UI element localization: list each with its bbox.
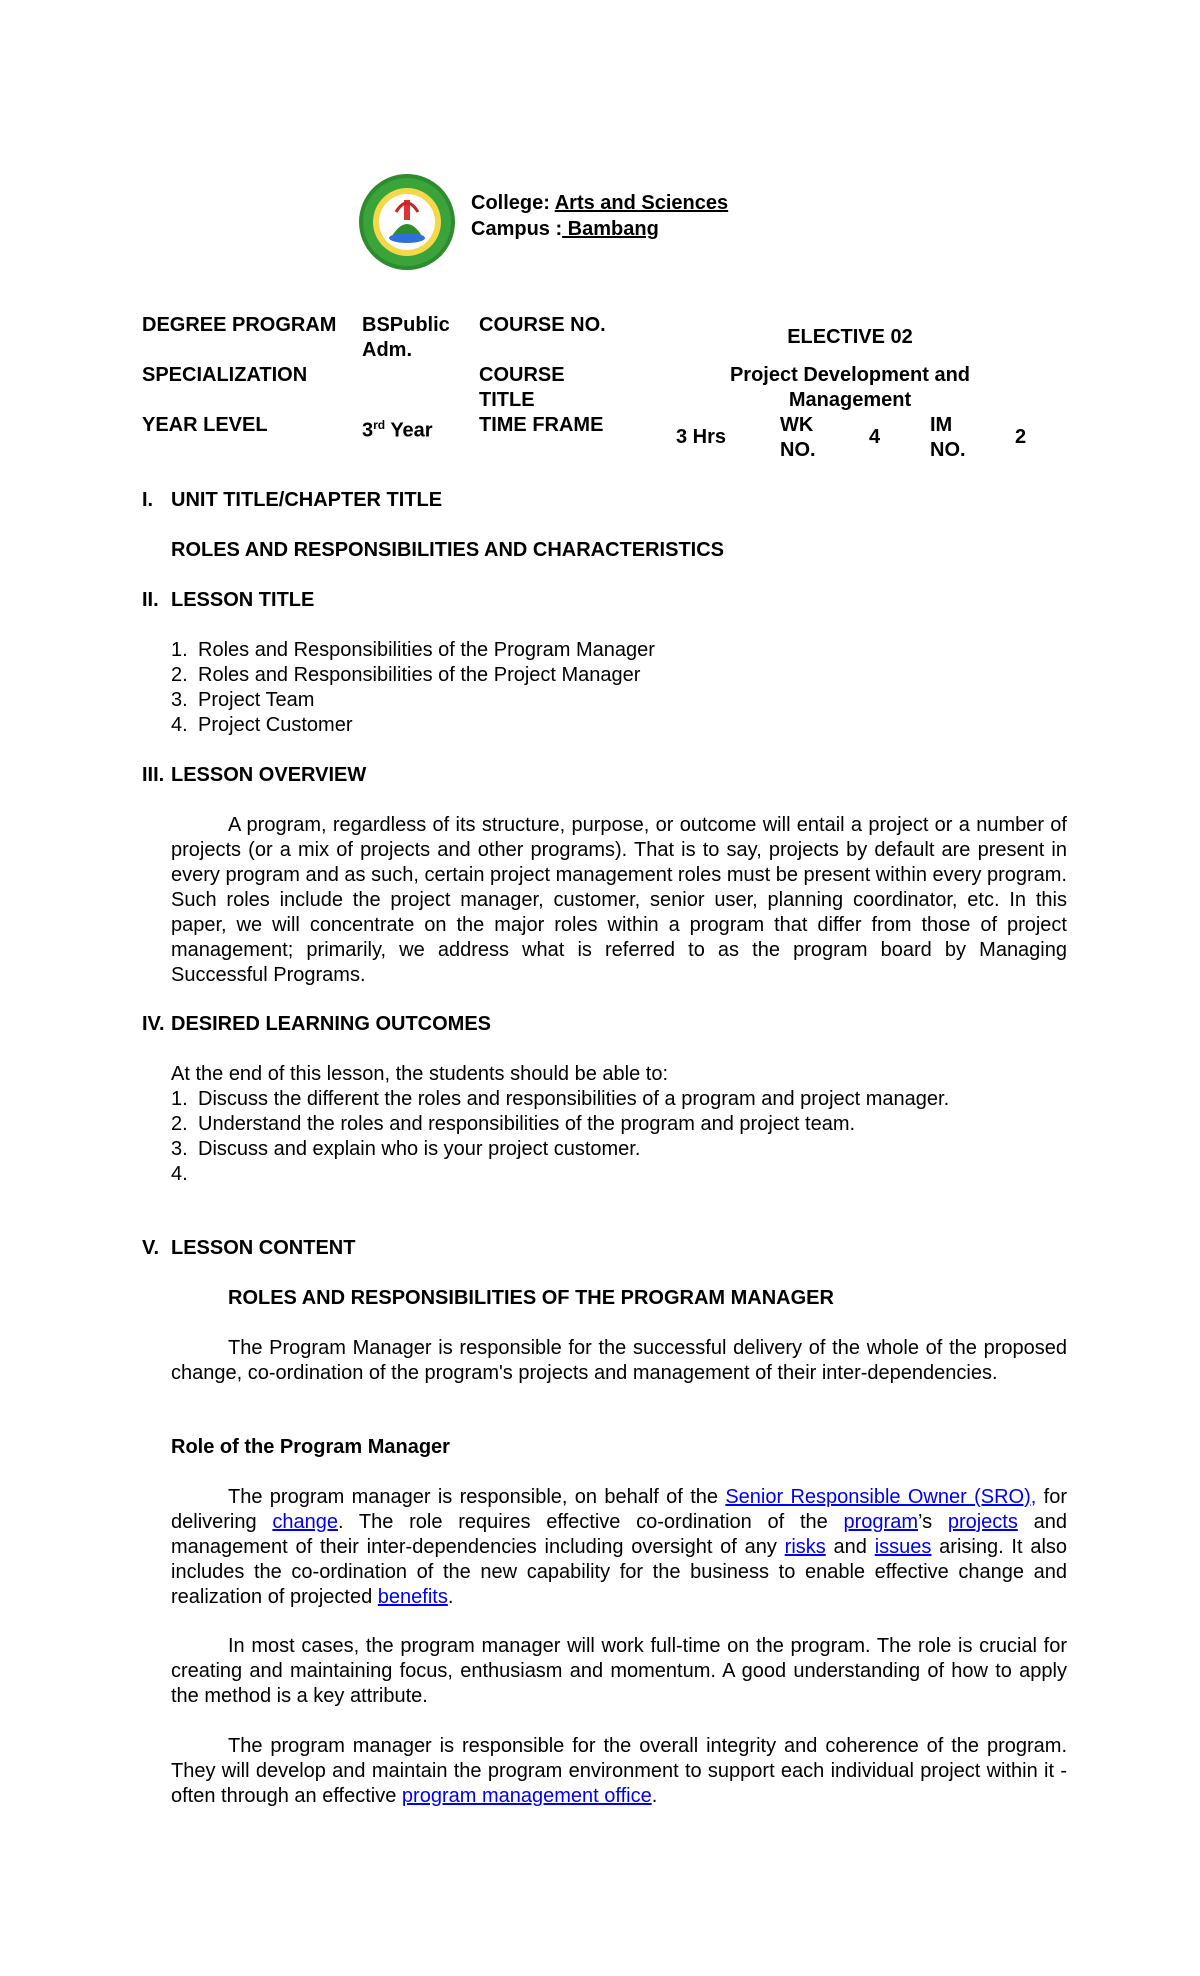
- college-label: College:: [471, 192, 550, 214]
- college-line: [471, 192, 728, 215]
- course-title-label: COURSE TITLE: [479, 364, 565, 411]
- list-number: 4.: [171, 1163, 188, 1185]
- degree-label: DEGREE PROGRAM: [142, 314, 337, 336]
- link-program[interactable]: program: [843, 1511, 918, 1533]
- section-2-title: LESSON TITLE: [171, 589, 315, 611]
- lesson-title-item: Roles and Responsibilities of the Project Manager: [198, 664, 641, 686]
- time-frame-label: TIME FRAME: [479, 414, 604, 436]
- link-program-management-office[interactable]: program management office: [401, 1785, 652, 1807]
- list-number: 3.: [171, 689, 188, 711]
- section-3-title: LESSON OVERVIEW: [171, 764, 367, 786]
- fulltime-paragraph: In most cases, the program manager will work full-time on the program. The role is crucial for creating and maintaining focus, enthusiasm and momentum. A good understanding of how to apply the method is a key attribute.: [171, 1635, 1067, 1707]
- role-heading: Role of the Program Manager: [171, 1436, 450, 1458]
- outcome-item: Discuss and explain who is your project customer.: [198, 1138, 641, 1160]
- section-4-number: IV.: [142, 1013, 165, 1035]
- link-risks[interactable]: risks: [784, 1536, 826, 1558]
- lesson-title-item: Roles and Responsibilities of the Program Manager: [198, 639, 655, 661]
- outcome-item: Discuss the different the roles and responsibilities of a program and project manager.: [198, 1088, 950, 1110]
- link-change[interactable]: change: [272, 1511, 338, 1533]
- outcomes-intro: At the end of this lesson, the students should be able to:: [171, 1063, 669, 1085]
- lesson-title-item: Project Team: [198, 689, 315, 711]
- section-3-number: III.: [142, 764, 165, 786]
- list-number: 1.: [171, 1088, 188, 1110]
- course-no-label: COURSE NO.: [479, 314, 606, 336]
- im-no-value: 2: [1015, 426, 1027, 448]
- college-logo: [352, 172, 462, 272]
- program-manager-subtitle: ROLES AND RESPONSIBILITIES OF THE PROGRAM MANAGER: [228, 1287, 834, 1309]
- lesson-title-item: Project Customer: [198, 714, 353, 736]
- role-paragraph: The program manager is responsible, on behalf of the Senior Responsible Owner (SRO), for delivering change. The role requires effective co-ordination of the program’s projects and management of their inter-dependencies including oversight of any risks and issues arising. It also includes the co-ordination of the new capability for the business to enable effective change and realization of projected benefits.: [171, 1486, 1068, 1608]
- wk-no-value: 4: [869, 426, 881, 448]
- course-title-value: Project Development and Management: [729, 364, 971, 411]
- degree-value: BSPublic Adm.: [362, 314, 450, 361]
- list-number: 2.: [171, 664, 188, 686]
- section-5-title: LESSON CONTENT: [171, 1237, 356, 1259]
- list-number: 1.: [171, 639, 188, 661]
- course-no-value: ELECTIVE 02: [787, 326, 913, 348]
- list-number: 3.: [171, 1138, 188, 1160]
- campus-line: [471, 218, 659, 241]
- im-no-label: IM NO.: [930, 414, 966, 461]
- link-benefits[interactable]: benefits: [377, 1586, 448, 1608]
- time-frame-value: 3 Hrs: [676, 426, 727, 448]
- section-5-number: V.: [142, 1237, 160, 1259]
- integrity-paragraph: The program manager is responsible for the overall integrity and coherence of the program. They will develop and maintain the program environment to support each individual project within it - often through an effective program management office.: [171, 1735, 1067, 1807]
- year-level-label: YEAR LEVEL: [142, 414, 268, 436]
- list-number: 2.: [171, 1113, 188, 1135]
- list-number: 4.: [171, 714, 188, 736]
- section-2-number: II.: [142, 589, 159, 611]
- year-level-value: 3rd Year: [362, 418, 433, 442]
- section-1-title: UNIT TITLE/CHAPTER TITLE: [171, 489, 443, 511]
- link-projects[interactable]: projects: [947, 1511, 1018, 1533]
- program-manager-intro: The Program Manager is responsible for the successful delivery of the whole of the proposed change, co-ordination of the program's projects and management of their inter-dependencies.: [171, 1337, 1067, 1384]
- section-1-number: I.: [142, 489, 154, 511]
- outcome-item: Understand the roles and responsibilities of the program and project team.: [198, 1113, 856, 1135]
- section-4-title: DESIRED LEARNING OUTCOMES: [171, 1013, 492, 1035]
- specialization-label: SPECIALIZATION: [142, 364, 308, 386]
- campus-label: Campus :: [471, 218, 563, 240]
- link-sro[interactable]: Senior Responsible Owner (SRO),: [725, 1486, 1037, 1508]
- link-issues[interactable]: issues: [874, 1536, 932, 1558]
- lesson-overview-text: A program, regardless of its structure, purpose, or outcome will entail a project or a number of projects (or a mix of projects and other programs). That is to say, projects by default are present in every program and as such, certain project management roles must be present within every program. Such roles include the project manager, customer, senior user, planning coordinator, etc. In this paper, we will concentrate on the major roles within a program that differ from those of project management; primarily, we address what is referred to as the program board by Managing Successful Programs.: [171, 814, 1067, 986]
- wk-no-label: WK NO.: [780, 414, 816, 461]
- section-1-content: ROLES AND RESPONSIBILITIES AND CHARACTERISTICS: [171, 539, 724, 561]
- campus-value: Bambang: [562, 218, 659, 240]
- college-value: Arts and Sciences: [554, 192, 729, 214]
